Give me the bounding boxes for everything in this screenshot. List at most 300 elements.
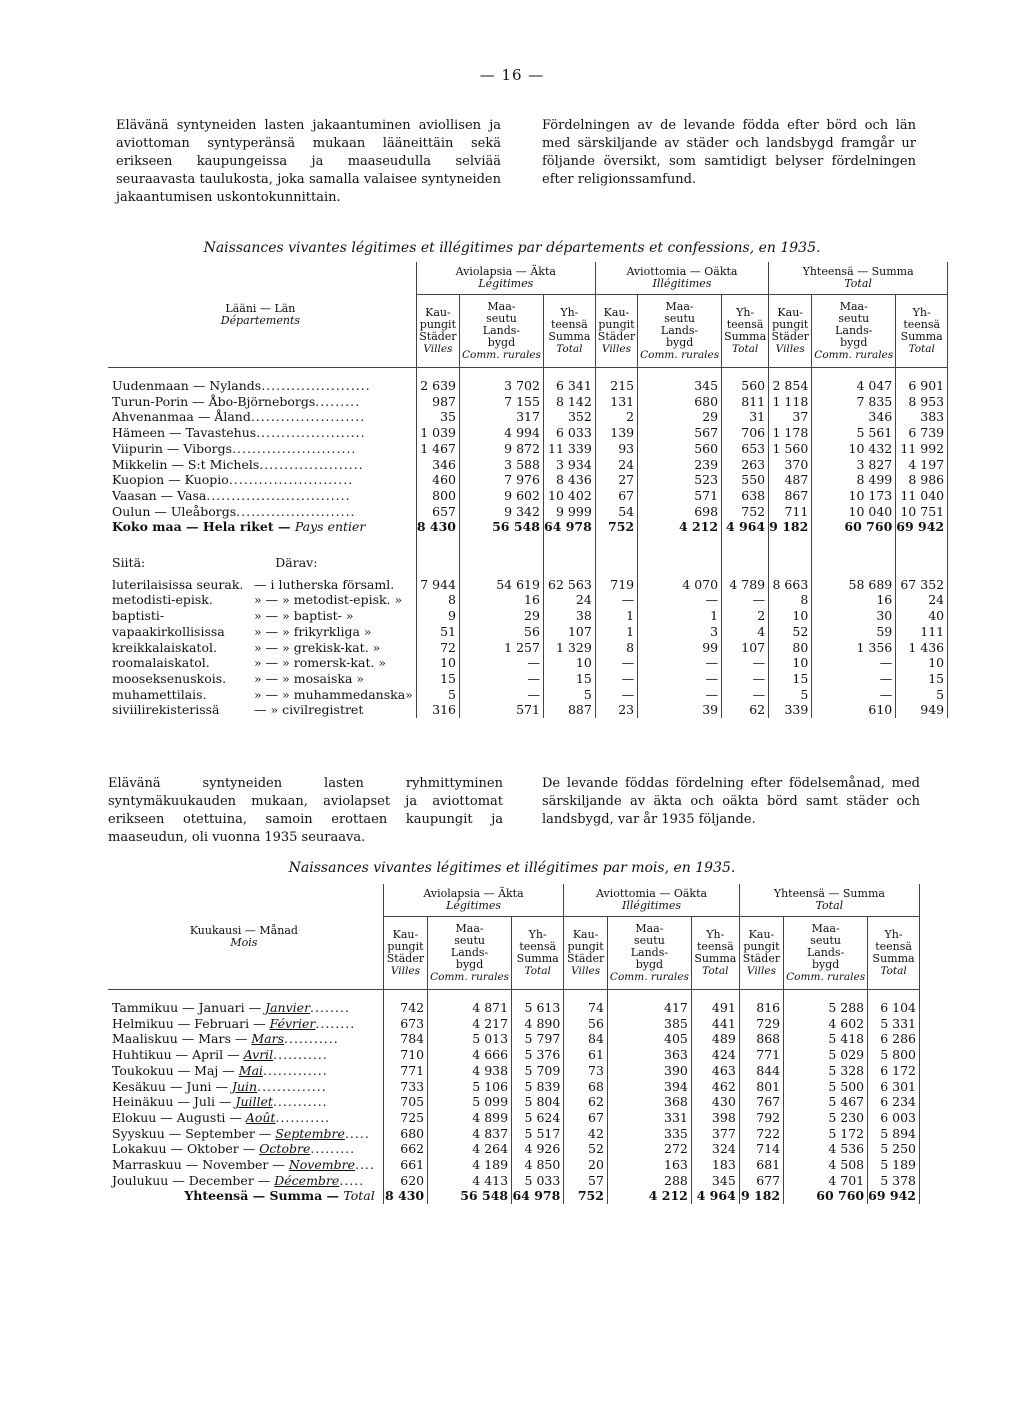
month-label-fi: Helmikuu — Februari — [112, 1015, 266, 1031]
value-cell: 5 230 [784, 1110, 868, 1126]
month-label-fr: Septembre [275, 1125, 345, 1141]
value-cell: — [722, 671, 769, 687]
value-cell: 949 [896, 702, 948, 718]
month-label [108, 1141, 383, 1157]
group-title: Yhteensä — Summa [802, 265, 914, 278]
value-cell: 5 624 [512, 1110, 564, 1126]
leader-dots: ........ [315, 1015, 356, 1031]
group-header [769, 262, 948, 295]
value-cell: 417 [607, 1000, 691, 1016]
value-cell: 752 [595, 519, 637, 535]
value-cell: 15 [769, 671, 812, 687]
month-label-fr: Avril [243, 1047, 274, 1063]
table-row [108, 1173, 920, 1189]
value-cell: 11 992 [896, 441, 948, 457]
value-cell: 784 [383, 1031, 427, 1047]
value-cell: 5 106 [428, 1079, 512, 1095]
month-label [108, 1079, 383, 1095]
column-header-line: Summa [872, 952, 915, 965]
value-cell: 10 173 [812, 488, 896, 504]
value-cell: 10 [769, 608, 812, 624]
value-cell: 811 [722, 394, 769, 410]
column-header-line: Maa- [839, 300, 868, 313]
confession-label-fi: kreikkalaiskatol. [112, 639, 217, 655]
value-cell: 29 [459, 608, 543, 624]
table-row [108, 425, 948, 441]
value-cell: 6 301 [868, 1079, 920, 1095]
value-cell: 430 [691, 1094, 739, 1110]
value-cell: 40 [896, 608, 948, 624]
value-cell: 398 [691, 1110, 739, 1126]
leader-dots: ...................... [261, 378, 371, 393]
column-header-line: Summa [516, 952, 559, 965]
value-cell: 4 [722, 624, 769, 640]
value-cell: 4 871 [428, 1000, 512, 1016]
column-header-line: seutu [664, 312, 695, 325]
value-cell: 4 508 [784, 1157, 868, 1173]
row-label-text: Turun-Porin — Åbo-Björneborgs [112, 393, 316, 409]
table-row [108, 457, 948, 473]
value-cell: 710 [383, 1047, 427, 1063]
value-cell: 2 [595, 409, 637, 425]
value-cell: 4 938 [428, 1063, 512, 1079]
row-label-text: Ahvenanmaa — Åland [112, 409, 251, 425]
value-cell: 800 [416, 488, 459, 504]
value-cell: 38 [543, 608, 595, 624]
value-cell: 5 517 [512, 1126, 564, 1142]
row-header-fr: Mois [230, 935, 258, 949]
leader-dots: ..... [344, 1125, 370, 1141]
group-title: Aviolapsia — Äkta [455, 265, 556, 278]
value-cell: 8 430 [416, 519, 459, 535]
table1-caption: Naissances vivantes légitimes et illégitimes par départements et confessions, en 1935. [203, 240, 821, 256]
group-title: Yhteensä — Summa [773, 887, 885, 900]
value-cell: 183 [691, 1157, 739, 1173]
value-cell: 58 689 [812, 577, 896, 593]
row-label [108, 504, 416, 520]
confession-label-sv: » — » muhammedanska» [254, 686, 413, 702]
value-cell: 24 [543, 592, 595, 608]
table-row [108, 409, 948, 425]
value-cell: 868 [739, 1031, 783, 1047]
group-header [383, 884, 564, 917]
value-cell: — [595, 592, 637, 608]
confession-label [108, 640, 416, 656]
column-header-line: seutu [486, 312, 517, 325]
value-cell: 390 [607, 1063, 691, 1079]
column-header-line: pungit [772, 318, 809, 331]
leader-dots: ........... [272, 1094, 328, 1110]
value-cell: 5 328 [784, 1063, 868, 1079]
total-row [108, 519, 948, 535]
confession-label-fi: metodisti-episk. [112, 592, 213, 608]
column-header [543, 295, 595, 368]
value-cell: 752 [722, 504, 769, 520]
month-label-fr: Novembre [288, 1157, 355, 1173]
confession-label [108, 671, 416, 687]
value-cell: 9 999 [543, 504, 595, 520]
column-header-line: Lands- [450, 946, 489, 959]
value-cell: 42 [564, 1126, 608, 1142]
value-cell: 8 436 [543, 472, 595, 488]
value-cell: 5 613 [512, 1000, 564, 1016]
value-cell: 487 [769, 472, 812, 488]
column-header-line: Städer [742, 952, 781, 965]
value-cell: 1 [638, 608, 722, 624]
group-title-fr: Total [844, 277, 872, 290]
value-cell: 345 [691, 1173, 739, 1189]
month-label-fr: Août [245, 1109, 276, 1125]
table-row [108, 1157, 920, 1173]
value-cell: 64 978 [512, 1188, 564, 1204]
value-cell: 560 [638, 441, 722, 457]
value-cell: 722 [739, 1126, 783, 1142]
value-cell: — [638, 655, 722, 671]
column-header-line: teensä [903, 318, 941, 331]
value-cell: 263 [722, 457, 769, 473]
value-cell: 6 901 [896, 378, 948, 394]
column-header-line: teensä [551, 318, 588, 331]
value-cell: 733 [383, 1079, 427, 1095]
value-cell: 68 [564, 1079, 608, 1095]
value-cell: 107 [543, 624, 595, 640]
column-header-line: Lands- [660, 324, 699, 337]
value-cell: 1 178 [769, 425, 812, 441]
leader-dots: ......... [310, 1141, 356, 1157]
value-cell: 62 [564, 1094, 608, 1110]
value-cell: 719 [595, 577, 637, 593]
column-header-line: Städer [597, 330, 636, 343]
value-cell: 67 352 [896, 577, 948, 593]
value-cell: 4 789 [722, 577, 769, 593]
column-header-line: Lands- [806, 946, 845, 959]
value-cell: — [812, 687, 896, 703]
column-header-line: Städer [771, 330, 809, 343]
leader-dots: ..... [339, 1172, 365, 1188]
value-cell: 335 [607, 1126, 691, 1142]
confession-label [108, 687, 416, 703]
column-header-line: pungit [598, 318, 635, 331]
column-header-line: seutu [838, 312, 870, 325]
value-cell: 5 331 [868, 1016, 920, 1032]
value-cell: 56 [564, 1016, 608, 1032]
value-cell: — [722, 655, 769, 671]
value-cell: 8 [595, 640, 637, 656]
value-cell: 346 [812, 409, 896, 425]
subset-heading-row [108, 555, 948, 571]
value-cell: 6 172 [868, 1063, 920, 1079]
confession-label-fi: mooseksenuskois. [112, 670, 227, 686]
value-cell: 61 [564, 1047, 608, 1063]
column-header-fr: Villes [746, 965, 776, 977]
value-cell: 24 [595, 457, 637, 473]
subset-heading-fi: Siitä: [112, 555, 146, 571]
column-header-fr: Total [908, 343, 935, 355]
confession-label-fi: muhamettilais. [112, 686, 207, 702]
value-cell: 844 [739, 1063, 783, 1079]
value-cell: 69 942 [896, 519, 948, 535]
column-header-fr: Comm. rurales [430, 971, 510, 983]
leader-dots: ......................... [228, 472, 354, 488]
column-header [607, 917, 691, 990]
table-row [108, 378, 948, 394]
value-cell: 752 [564, 1188, 608, 1204]
value-cell: 331 [607, 1110, 691, 1126]
value-cell: 9 182 [769, 519, 812, 535]
month-label [108, 1173, 383, 1189]
confession-label [108, 577, 416, 593]
value-cell: 661 [383, 1157, 427, 1173]
column-header-line: teensä [875, 940, 912, 953]
value-cell: 37 [769, 409, 812, 425]
column-header-line: Summa [548, 330, 591, 343]
value-cell: 657 [416, 504, 459, 520]
value-cell: 8 142 [543, 394, 595, 410]
value-cell: 463 [691, 1063, 739, 1079]
confession-row [108, 655, 948, 671]
value-cell: 2 [722, 608, 769, 624]
column-header-line: Yh- [706, 928, 725, 941]
value-cell: 705 [383, 1094, 427, 1110]
intro2-paragraph-sv: De levande föddas fördelning efter födelsemånad, med särskiljande av äkta och oäkta börd samt städer och landsbygd, var år 1935 följande. [542, 776, 920, 827]
row-label-text: Vaasan — Vasa [112, 487, 207, 503]
column-header-line: Maa- [487, 300, 516, 313]
value-cell: 52 [769, 624, 812, 640]
value-cell: 4 047 [812, 378, 896, 394]
confession-label-fi: luterilaisissa seurak. [112, 576, 244, 592]
column-header-line: Städer [566, 952, 605, 965]
value-cell: 5 500 [784, 1079, 868, 1095]
column-header-line: Lands- [630, 946, 669, 959]
value-cell: 1 039 [416, 425, 459, 441]
value-cell: 6 234 [868, 1094, 920, 1110]
value-cell: 363 [607, 1047, 691, 1063]
group-title: Aviottomia — Oäkta [626, 265, 738, 278]
row-label [108, 394, 416, 410]
column-header-line: teensä [519, 940, 557, 953]
value-cell: 6 104 [868, 1000, 920, 1016]
column-header [691, 917, 739, 990]
value-cell: 3 827 [812, 457, 896, 473]
value-cell: 62 563 [543, 577, 595, 593]
group-title-fr: Légitimes [446, 899, 501, 912]
column-header-line: Städer [386, 952, 425, 965]
leader-dots: ......................... [232, 440, 357, 456]
column-header-line: Kau- [777, 306, 803, 319]
value-cell: 6 003 [868, 1110, 920, 1126]
confession-label-sv: » — » grekisk-kat. » [254, 639, 381, 655]
leader-dots: ..................... [259, 456, 364, 472]
table-row [108, 1000, 920, 1016]
month-label-fr: Janvier [265, 1000, 311, 1015]
value-cell: 560 [722, 378, 769, 394]
month-label-fr: Octobre [259, 1141, 311, 1157]
confession-label-fi: siviilirekisterissä [112, 702, 220, 718]
value-cell: 4 212 [638, 519, 722, 535]
confession-label-sv: » — » romersk-kat. » [254, 655, 387, 671]
confession-row [108, 592, 948, 608]
column-header-line: Maa- [811, 922, 840, 935]
value-cell: 52 [564, 1141, 608, 1157]
row-label [108, 488, 416, 504]
column-header-line: Kau- [748, 928, 775, 941]
column-header-line: bygd [840, 336, 868, 349]
month-label [108, 1063, 383, 1079]
group-header [564, 884, 739, 917]
column-header-fr: Villes [571, 965, 601, 977]
value-cell: 4 536 [784, 1141, 868, 1157]
value-cell: 4 994 [459, 425, 543, 441]
month-label-fi: Kesäkuu — Juni — [112, 1078, 228, 1094]
month-label [108, 1157, 383, 1173]
group-header [416, 262, 595, 295]
column-header-line: pungit [743, 940, 780, 953]
value-cell: — [812, 655, 896, 671]
confession-label [108, 592, 416, 608]
column-header-fr: Total [731, 343, 759, 355]
value-cell: 316 [416, 702, 459, 718]
value-cell: 5 033 [512, 1173, 564, 1189]
value-cell: 5 378 [868, 1173, 920, 1189]
column-header-line: bygd [455, 958, 484, 971]
group-title-fr: Total [815, 899, 844, 912]
row-label-text: Uudenmaan — Nylands [112, 378, 262, 393]
column-header-fr: Villes [601, 343, 631, 355]
value-cell: 377 [691, 1126, 739, 1142]
table-row [108, 1126, 920, 1142]
leader-dots: ....................... [250, 409, 366, 425]
value-cell: 8 986 [896, 472, 948, 488]
value-cell: 60 760 [784, 1188, 868, 1204]
intro-paragraph-sv: Fördelningen av de levande födda efter börd och län med särskiljande av städer och landsbygd framgår ur följande översikt, som samtidigt belyser fördelningen efter religionssamfund. [542, 118, 916, 187]
month-label-fi: Toukokuu — Maj — [112, 1062, 235, 1078]
total-label-fi: Koko maa — Hela riket — [112, 519, 291, 535]
value-cell: 10 [896, 655, 948, 671]
value-cell: 84 [564, 1031, 608, 1047]
leader-dots: .............. [257, 1078, 327, 1094]
table-row [108, 394, 948, 410]
value-cell: 8 [416, 592, 459, 608]
group-title: Aviottomia — Oäkta [596, 887, 708, 900]
months-table [108, 884, 920, 1204]
leader-dots: ........... [275, 1109, 331, 1125]
row-label [108, 425, 416, 441]
value-cell: 424 [691, 1047, 739, 1063]
value-cell: 4 964 [722, 519, 769, 535]
column-header-line: Yh- [560, 306, 579, 319]
value-cell: 4 197 [896, 457, 948, 473]
value-cell: 3 702 [459, 378, 543, 394]
column-header [459, 295, 543, 368]
column-header-line: Yh- [912, 306, 931, 319]
month-label-fr: Juin [231, 1078, 258, 1094]
value-cell: 15 [896, 671, 948, 687]
value-cell: 9 602 [459, 488, 543, 504]
value-cell: 4 964 [691, 1188, 739, 1204]
value-cell: 4 070 [638, 577, 722, 593]
column-header-fr: Comm. rurales [609, 971, 689, 983]
row-label [108, 457, 416, 473]
intro-paragraph-fi: Elävänä syntyneiden lasten jakaantuminen aviollisen ja aviottoman syntyperänsä mukaan lääneittäin sekä erikseen kaupungeissa ja maaseudulla selviää seuraavasta taulukosta, joka samalla valaisee syntyneiden jakaantumisen uskontokunnittain. [116, 118, 501, 205]
value-cell: 6 341 [543, 378, 595, 394]
column-header-line: Yh- [528, 928, 547, 941]
column-header-line: Lands- [835, 324, 873, 337]
value-cell: 16 [459, 592, 543, 608]
value-cell: 1 118 [769, 394, 812, 410]
month-label-fi: Tammikuu — Januari — [112, 1000, 262, 1015]
value-cell: 4 899 [428, 1110, 512, 1126]
departments-table [108, 262, 948, 718]
column-header-line: Lands- [482, 324, 521, 337]
value-cell: 462 [691, 1079, 739, 1095]
column-header-line: bygd [665, 336, 694, 349]
column-header-line: seutu [634, 934, 665, 947]
column-header [383, 917, 427, 990]
total-label-fr: Total [343, 1188, 375, 1204]
value-cell: 67 [564, 1110, 608, 1126]
table-row [108, 1141, 920, 1157]
month-label-fr: Décembre [274, 1172, 340, 1188]
month-label [108, 1110, 383, 1126]
row-header-fi: Kuukausi — Månad [189, 923, 298, 937]
value-cell: 6 286 [868, 1031, 920, 1047]
intro2-paragraph-fi: Elävänä syntyneiden lasten ryhmittyminen syntymäkuukauden mukaan, aviolapset ja aviottomat erikseen otettuina, samoin erottaen kaupungit ja maaseudun, oli vuonna 1935 seuraava. [108, 776, 503, 845]
value-cell: 4 666 [428, 1047, 512, 1063]
value-cell: 10 402 [543, 488, 595, 504]
column-header-line: Maa- [635, 922, 664, 935]
value-cell: — [595, 671, 637, 687]
confession-label-sv: — i lutherska församl. [254, 576, 395, 592]
column-header-line: Kau- [572, 928, 599, 941]
value-cell: 460 [416, 472, 459, 488]
value-cell: 1 329 [543, 640, 595, 656]
value-cell: 27 [595, 472, 637, 488]
leader-dots: .... [354, 1157, 375, 1173]
value-cell: — [459, 687, 543, 703]
value-cell: 4 217 [428, 1016, 512, 1032]
value-cell: 73 [564, 1063, 608, 1079]
value-cell: 107 [722, 640, 769, 656]
value-cell: 673 [383, 1016, 427, 1032]
table-row [108, 1016, 920, 1032]
row-label-text: Hämeen — Tavastehus [112, 425, 257, 441]
value-cell: 6 739 [896, 425, 948, 441]
value-cell: 698 [638, 504, 722, 520]
table-row [108, 1079, 920, 1095]
value-cell: — [638, 671, 722, 687]
column-header-line: Städer [419, 330, 457, 343]
column-header-line: Maa- [455, 922, 484, 935]
value-cell: 74 [564, 1000, 608, 1016]
value-cell: 93 [595, 441, 637, 457]
value-cell: 5 189 [868, 1157, 920, 1173]
value-cell: 2 639 [416, 378, 459, 394]
value-cell: 56 548 [459, 519, 543, 535]
group-header [739, 884, 919, 917]
value-cell: 67 [595, 488, 637, 504]
value-cell: 5 288 [784, 1000, 868, 1016]
month-label-fi: Marraskuu — November — [112, 1157, 285, 1173]
confession-label [108, 655, 416, 671]
table-row [108, 1094, 920, 1110]
value-cell: 29 [638, 409, 722, 425]
column-header-line: pungit [567, 940, 604, 953]
value-cell: 69 942 [868, 1188, 920, 1204]
value-cell: 1 436 [896, 640, 948, 656]
leader-dots: ........ [310, 1000, 350, 1015]
page-number: — 16 — [479, 66, 545, 84]
column-header-line: bygd [811, 958, 840, 971]
